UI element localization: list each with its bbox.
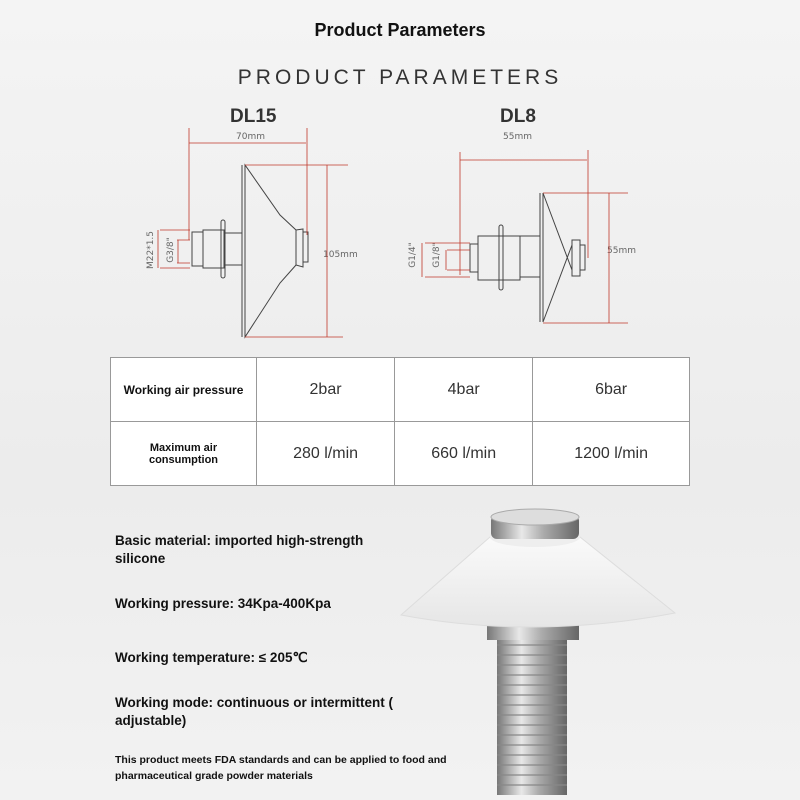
row-label: Maximum air consumption [111, 422, 257, 486]
page-subtitle: PRODUCT PARAMETERS [237, 66, 563, 89]
parameters-table [110, 357, 690, 486]
technical-drawings [0, 0, 800, 350]
dl8-inner-thread-label: G1/8" [431, 242, 442, 268]
spec-pressure: Working pressure: 34Kpa-400Kpa [115, 596, 331, 611]
dl15-outer-thread-label: M22*1.5 [146, 230, 157, 270]
table-cell: 1200 l/min [533, 422, 690, 486]
table-row [111, 422, 690, 486]
table-cell: 280 l/min [257, 422, 395, 486]
table-cell: 6bar [533, 358, 690, 422]
dl8-height-label: 55mm [607, 246, 636, 256]
fda-note: This product meets FDA standards and can be applied to food and pharmaceutical grade powder materials [115, 754, 447, 782]
dl15-width-label: 70mm [236, 132, 265, 142]
dl8-width-label: 55mm [503, 132, 532, 142]
model-label-dl15: DL15 [230, 106, 277, 127]
dl8-outer-thread-label: G1/4" [407, 242, 418, 268]
table-cell: 660 l/min [395, 422, 533, 486]
dl15-drawing [192, 165, 308, 337]
dl8-drawing [470, 193, 585, 322]
product-photo [395, 505, 695, 800]
dl15-height-label: 105mm [323, 250, 358, 260]
page-title: Product Parameters [314, 20, 486, 40]
spec-mode: Working mode: continuous or intermittent ( adjustable) [115, 695, 393, 728]
table-cell: 2bar [257, 358, 395, 422]
spec-temperature: Working temperature: ≤ 205℃ [115, 650, 308, 665]
row-label: Working air pressure [111, 358, 257, 422]
table-row [111, 358, 690, 422]
spec-material: Basic material: imported high-strength silicone [115, 533, 364, 566]
dl15-inner-thread-label: G3/8" [165, 237, 176, 263]
model-label-dl8: DL8 [500, 106, 536, 127]
table-cell: 4bar [395, 358, 533, 422]
